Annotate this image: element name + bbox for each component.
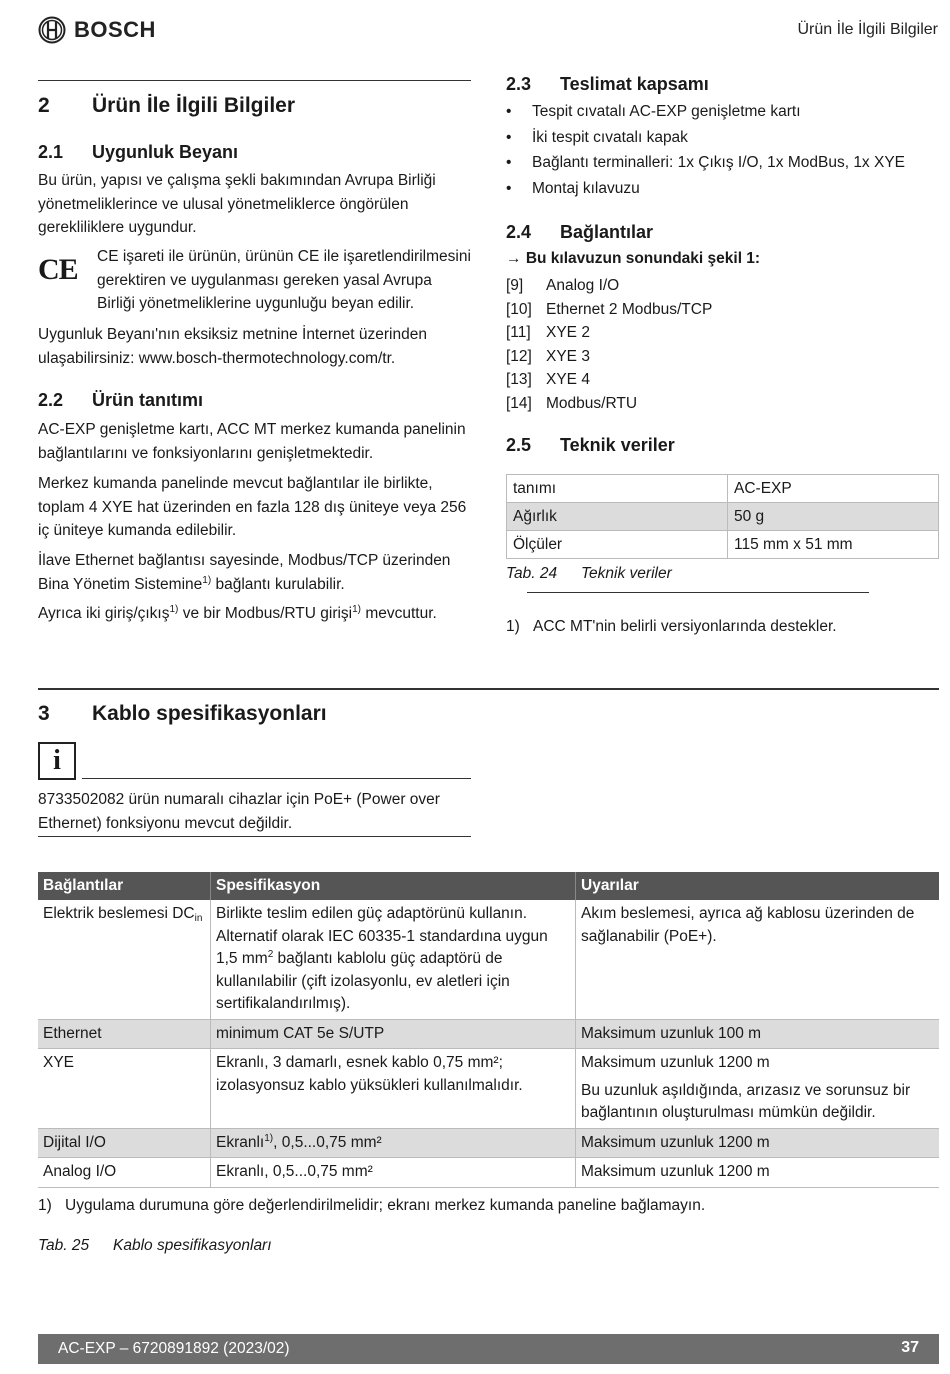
brand-name: BOSCH: [74, 17, 156, 42]
page-number: 37: [901, 1339, 919, 1356]
list-item: [9] Analog I/O: [506, 277, 620, 294]
ethernet-paragraph: İlave Ethernet bağlantısı sayesinde, Modbus/TCP üzerinden Bina Yönetim Sistemine$^{1)}$ bağlantı kurulabilir.: [38, 552, 451, 593]
product-capacity-paragraph: Merkez kumanda panelinde mevcut bağlantılar ile birlikte, toplam 4 XYE hat üzerinden en fazla 128 dış üniteye veya 256 iç üniteye kumanda edilebilir.: [38, 475, 467, 539]
table-row: tanımı AC-EXP: [507, 475, 939, 503]
table-row: Ölçüler 115 mm x 51 mm: [507, 531, 939, 559]
section-2-2-heading: 2.2 Ürün tanıtımı: [38, 390, 203, 410]
delivery-list: [506, 99, 936, 201]
document-id: AC-EXP – 6720891892 (2023/02): [58, 1340, 290, 1357]
connections-list: [506, 274, 712, 415]
table-footnote: 1) Uygulama durumuna göre değerlendirilmelidir; ekranı merkez kumanda paneline bağlamayın.: [38, 1197, 706, 1214]
footer: [38, 1334, 939, 1364]
cable-spec-table: [38, 872, 939, 1188]
product-intro-paragraph: AC-EXP genişletme kartı, ACC MT merkez kumanda panelinin bağlantılarını ve fonksiyonlarını genişletmektedir.: [38, 421, 466, 462]
info-note: 8733502082 ürün numaralı cihazlar için PoE+ (Power over Ethernet) fonksiyonu mevcut değildir.: [38, 791, 440, 832]
list-item: • Bağlantı terminalleri: 1x Çıkış I/O, 1x ModBus, 1x XYE: [506, 150, 936, 176]
table-row: Dijital I/O Ekranlı$^{1)}$, 0,5...0,75 mm² Maksimum uzunluk 1200 m: [38, 1128, 939, 1158]
list-item: • İki tespit cıvatalı kapak: [506, 125, 936, 151]
table-row: Ağırlık 50 g: [507, 503, 939, 531]
ce-paragraph: CE işareti ile ürünün, ürünün CE ile işaretlendirilmesini gerektiren ve uygulanması gereken yasal Avrupa Birliği yönetmeliklerine uygunluğu beyan edilir.: [97, 248, 471, 312]
ce-mark-icon: CE: [38, 253, 78, 286]
list-item: • Tespit cıvatalı AC-EXP genişletme kartı: [506, 99, 936, 125]
section-2-4-heading: 2.4 Bağlantılar: [506, 222, 654, 242]
table-header-row: Bağlantılar Spesifikasyon Uyarılar: [38, 872, 939, 900]
list-item: [13] XYE 4: [506, 371, 590, 388]
table-25-caption: Tab. 25 Kablo spesifikasyonları: [38, 1237, 272, 1254]
technical-data-table: [506, 474, 939, 559]
io-paragraph: Ayrıca iki giriş/çıkış$^{1)}$ ve bir Modbus/RTU girişi$^{1)}$ mevcuttur.: [38, 604, 437, 622]
table-row: Analog I/O Ekranlı, 0,5...0,75 mm² Maksimum uzunluk 1200 m: [38, 1158, 939, 1188]
table-row: XYE Ekranlı, 3 damarlı, esnek kablo 0,75 mm²; izolasyonsuz kablo yüksükleri kullanılmalıdır. Maksimum uzunluk 1200 m Bu uzunluk aşıldığında, arızasız ve sorunsuz bir bağlantının oluşturulması mümkün değildir.: [38, 1049, 939, 1129]
section-2-heading: 2 Ürün İle İlgili Bilgiler: [38, 94, 296, 117]
section-3-heading: 3 Kablo spesifikasyonları: [38, 702, 327, 725]
info-divider: [38, 836, 471, 837]
section-2-5-heading: 2.5 Teknik veriler: [506, 435, 675, 455]
list-item: [12] XYE 3: [506, 347, 590, 365]
list-item: [10] Ethernet 2 Modbus/TCP: [506, 300, 713, 318]
section-2-1-heading: 2.1 Uygunluk Beyanı: [38, 142, 239, 162]
section-divider: [38, 80, 471, 81]
table-24-caption: Tab. 24 Teknik veriler: [506, 565, 672, 582]
footnote: 1) ACC MT'nin belirli versiyonlarında destekler.: [506, 618, 837, 635]
conformity-url-paragraph: Uygunluk Beyanı'nın eksiksiz metnine İnternet üzerinden ulaşabilirsiniz: www.bosch-thermotechnology.com/tr.: [38, 326, 427, 367]
footnote-divider: [527, 592, 869, 593]
running-title: Ürün İle İlgili Bilgiler: [797, 21, 938, 38]
conformity-paragraph: Bu ürün, yapısı ve çalışma şekli bakımından Avrupa Birliği yönetmeliklerince ve ulusal yönetmeliklerce öngörülen gerekliliklere uygundur.: [38, 172, 436, 236]
list-item: • Montaj kılavuzu: [506, 176, 936, 202]
info-icon: i: [38, 742, 76, 780]
brand: [38, 16, 156, 44]
info-divider: [82, 778, 471, 779]
arrow-right-icon: →: [506, 250, 522, 267]
list-item: [14] Modbus/RTU: [506, 394, 638, 412]
table-row: Elektrik beslemesi $DC_{in}$ Birlikte teslim edilen güç adaptörünü kullanın. Alternatif olarak IEC 60335-1 standardına uygun 1,5 $mm^2$ bağlantı kablolu güç adaptörü de kullanılabilir (çift izolasyonlu, ev aletleri için sertifikalandırılmış). Akım beslemesi, ayrıca ağ kablosu üzerinden de sağlanabilir (PoE+).: [38, 900, 939, 1019]
section-divider: [38, 688, 939, 690]
section-2-3-heading: 2.3 Teslimat kapsamı: [506, 74, 709, 94]
bosch-logo-icon: [38, 16, 66, 44]
figure-reference: → Bu kılavuzun sonundaki şekil 1:: [506, 250, 761, 267]
table-row: Ethernet minimum CAT 5e S/UTP Maksimum uzunluk 100 m: [38, 1019, 939, 1049]
list-item: [11] XYE 2: [506, 324, 590, 341]
